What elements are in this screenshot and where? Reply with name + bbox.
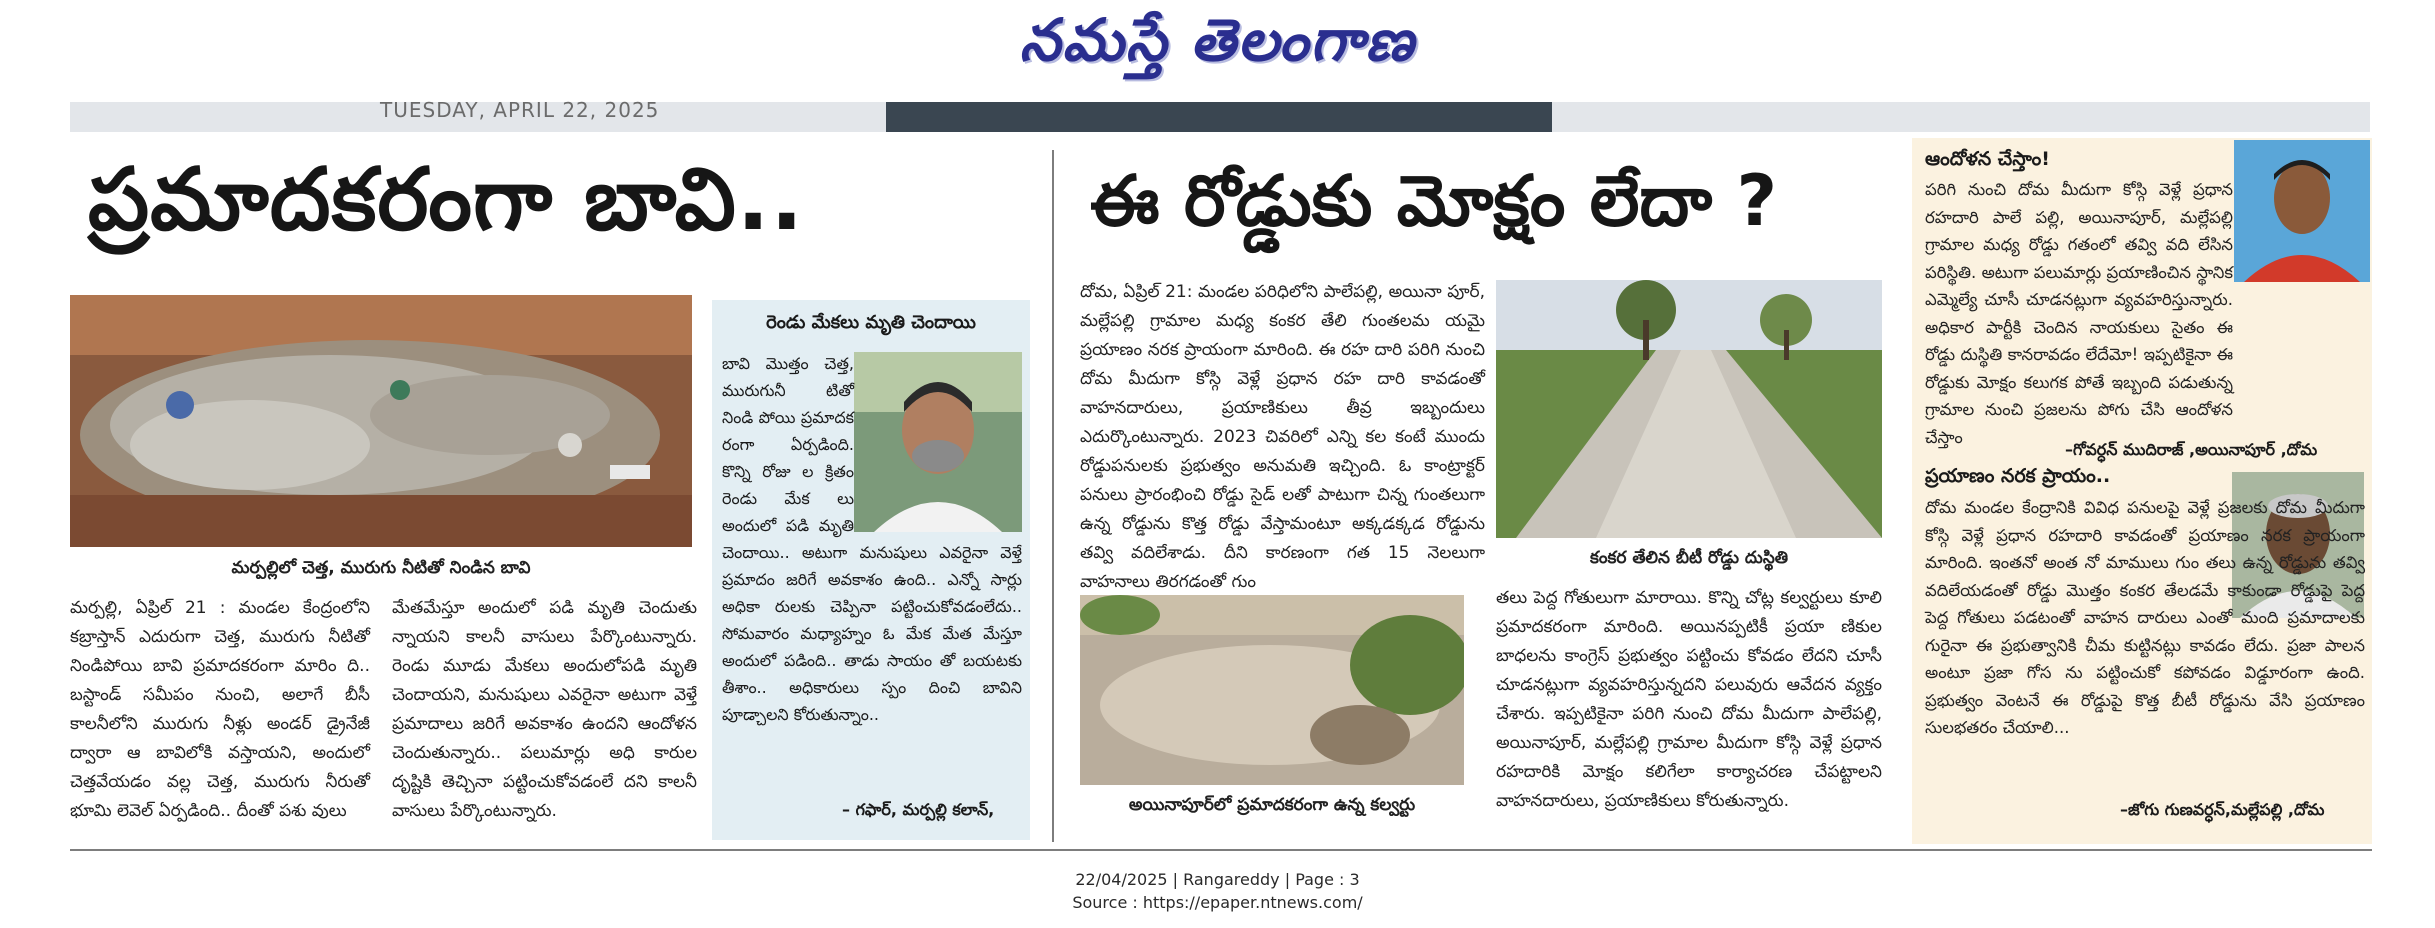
opinion-signature-1: –గోవర్ధన్ ముదిరాజ్ ,అయినాపూర్ ,దోమ xyxy=(2065,440,2318,459)
footer-edition: 22/04/2025 | Rangareddy | Page : 3 xyxy=(1075,870,1360,889)
column-divider xyxy=(1052,150,1054,842)
footer-source: Source : https://epaper.ntnews.com/ xyxy=(1072,893,1363,912)
left-story-col1: మర్పల్లి, ఏప్రిల్ 21 : మండల కేంద్రంలోని కబ్రాస్తాన్ ఎదురుగా చెత్త, మురుగు నీటితో నిండిపోయి బావి ప్రమాదకరంగా మారిం ది.. బస్టాండ్ సమీపం నుంచి, అలాగే బీసీ కాలనీలోని మురుగు నీళ్లు అండర్ డ్రైనేజీ ద్వారా ఆ బావిలోకి వస్తాయని, అందులో చెత్తవేయడం వల్ల చెత్త, మురుగు నీరుతో భూమి లెవెల్ ఏర్పడింది.. దీంతో పశు వులు xyxy=(70,598,370,821)
sidebar-title: రెండు మేకలు మృతి చెందాయి xyxy=(766,312,976,333)
opinion-text-1: పరిగి నుంచి దోమ మీదుగా కోస్గి వెళ్లే ప్రధాన రహదారి పాలే పల్లి, అయినాపూర్, మల్లేపల్లి గ్రామాల మధ్య రోడ్డు గతంలో తవ్వి వది లేసిన పరిస్థితి. అటుగా పలుమార్లు ప్రయాణించిన స్థానిక ఎమ్మెల్యే చూసీ చూడనట్లుగా వ్యవహరిస్తున్నారు. అధికార పార్టీకి చెందిన నాయకులు సైతం ఈ రోడ్డు దుస్థితి కానరావడం లేదేమో! ఇప్పటికైనా ఈ రోడ్డుకు మోక్షం కలుగక పోతే ఇబ్బంది పడుతున్న గ్రామాల నుంచి ప్రజలను పోగు చేసి ఆందోళన చేస్తాం xyxy=(1925,180,2233,447)
photo-gravel-road xyxy=(1496,280,1882,538)
sidebar-box xyxy=(712,300,1030,840)
garbage-well-image xyxy=(70,295,692,547)
gravel-road-image xyxy=(1496,280,1882,538)
edition-date: TUESDAY, APRIL 22, 2025 xyxy=(380,98,660,122)
newspaper-logo: నమస్తే తెలంగాణ xyxy=(1019,6,1416,74)
headline-center: ఈ రోడ్డుకు మోక్షం లేదా ? xyxy=(1090,160,1778,242)
portrait-govardhan xyxy=(2234,140,2370,282)
photo-caption-culvert: అయినాపూర్‌లో ప్రమాదకరంగా ఉన్న కల్వర్టు xyxy=(1128,795,1416,815)
photo-caption-left: మర్పల్లిలో చెత్త, మురుగు నీటితో నిండిన బావి xyxy=(231,558,531,578)
center-story-col2: తలు పెద్ద గోతులుగా మారాయి. కొన్ని చోట్ల కల్వర్టులు కూలి ప్రమాదకరంగా మారింది. అయినప్పటికీ ప్రయా ణికుల బాధలను కాంగ్రెస్ ప్రభుత్వం పట్టించు కోవడం లేదని చూసీ చూడనట్లుగా వ్యవహరిస్తున్నదని పలువురు ఆవేదన వ్యక్తం చేశారు. ఇప్పటికైనా పరిగి నుంచి దోమ మీదుగా పాలేపల్లి, అయినాపూర్, మల్లేపల్లి గ్రామాల మీదుగా కోస్గి వెళ్లే ప్రధాన రహదారికి మోక్షం కలిగేలా కార్యాచరణ చేపట్టాలని వాహనదారులు, ప్రయాణికులు కోరుతున్నారు. xyxy=(1496,588,1882,811)
masthead xyxy=(0,0,2435,100)
bottom-rule xyxy=(70,849,2372,851)
opinion-head-2: ప్రయాణం నరక ప్రాయం.. xyxy=(1925,465,2111,487)
sidebar-body xyxy=(722,350,1022,728)
culvert-image xyxy=(1080,595,1464,785)
section-band xyxy=(886,102,1552,132)
photo-culvert xyxy=(1080,595,1464,785)
photo-caption-road: కంకర తేలిన బీటీ రోడ్డు దుస్థితి xyxy=(1589,548,1789,568)
sidebar-body-text: బావి మొత్తం చెత్త, మురుగునీ టితో నిండి పోయి ప్రమాదక రంగా ఏర్పడింది. కొన్ని రోజు ల క్రితం రెండు మేక లు అందులో పడి మృతి చెందాయి.. అటుగా మనుషులు ఎవరైనా వెళ్తే ప్రమాదం జరిగే అవకాశం ఉంది.. ఎన్నో సార్లు అధికా రులకు చెప్పినా పట్టించుకోవడంలేదు.. సోమవారం మధ్యాహ్నం ఓ మేక మేత మేస్తూ అందులో పడింది.. తాడు సాయం తో బయటకు తీశాం.. అధికారులు స్పం దించి బావిని పూడ్చాలని కోరుతున్నాం.. xyxy=(722,354,1022,724)
opinion-head-1: ఆందోళన చేస్తాం! xyxy=(1925,148,2050,170)
left-story-col2: మేతమేస్తూ అందులో పడి మృతి చెందుతు న్నాయని కాలనీ వాసులు పేర్కొంటున్నారు. రెండు మూడు మేకలు అందులోపడి మృతి చెందాయని, మనుషులు ఎవరైనా అటుగా వెళ్తే ప్రమాదాలు జరిగే అవకాశం ఉందని ఆందోళన చెందుతున్నారు.. పలుమార్లు అధి కారుల దృష్టికి తెచ్చినా పట్టించుకోవడంలే దని కాలనీ వాసులు పేర్కొంటున్నారు. xyxy=(392,598,697,821)
portrait-man-red-shirt-image xyxy=(2234,140,2370,282)
date-bar xyxy=(70,98,2370,132)
photo-garbage-well xyxy=(70,295,692,547)
sidebar-signature: – గఫార్, మర్పల్లి కలాన్, xyxy=(842,800,995,819)
opinion-text-2: దోమ మండల కేంద్రానికి వివిధ పనులపై వెళ్లే ప్రజలకు దోమ మీదుగా కోస్గి వెళ్లే ప్రధాన రహదారి కావడంతో ప్రయాణం నరక ప్రాయంగా మారింది. ఇంతనో అంత నో మాములు గుం తలు ఉన్న రోడ్డును తవ్వి వదిలేయడంతో రోడ్డు మొత్తం కంకర తేలడమే కాకుండా రోడ్డుపై పెద్ద పెద్ద గోతులు పడటంతో వాహన దారులు ఎంతో మంది ప్రమాదాలకు గురైనా ఈ ప్రభుత్వానికి చీమ కుట్టినట్లు కావడం లేదు. ప్రజా పాలన అంటూ ప్రజా గోస ను పట్టించుకో కపోవడం విడ్డూరంగా ఉంది. ప్రభుత్వం వెంటనే ఈ రోడ్డుపై కొత్త బీటీ రోడ్డును వేసి ప్రయాణం సులభతరం చేయాలి... xyxy=(1925,498,2365,737)
center-story-col1: దోమ, ఏప్రిల్ 21: మండల పరిధిలోని పాలేపల్లి, అయినా పూర్, మల్లేపల్లి గ్రామాల మధ్య కంకర తేలి గుంతలమ యమై ప్రయాణం నరక ప్రాయంగా మారింది. ఈ రహ దారి పరిగి నుంచి దోమ మీదుగా కోస్గి వెళ్లే ప్రధాన రహ దారి కావడంతో వాహనదారులు, ప్రయాణికులు తీవ్ర ఇబ్బందులు ఎదుర్కొంటున్నారు. 2023 చివరిలో ఎన్ని కల కంటే ముందు రోడ్డుపనులకు ప్రభుత్వం అనుమతి ఇచ్చింది. ఓ కాంట్రాక్టర్ పనులు ప్రారంభించి రోడ్డు సైడ్ లతో పాటుగా చిన్న గుంతలుగా ఉన్న రోడ్డును కొత్త రోడ్డు వేస్తామంటూ అక్కడక్కడ రోడ్డును తవ్వి వదిలేశాడు. దీని కారణంగా గత 15 నెలలుగా వాహనాలు తిరగడంతో గుం xyxy=(1080,282,1485,592)
opinion-signature-2: –జోగు గుణవర్ధన్,మల్లేపల్లి ,దోమ xyxy=(2120,800,2325,819)
headline-left: ప్రమాదకరంగా బావి.. xyxy=(88,150,805,250)
